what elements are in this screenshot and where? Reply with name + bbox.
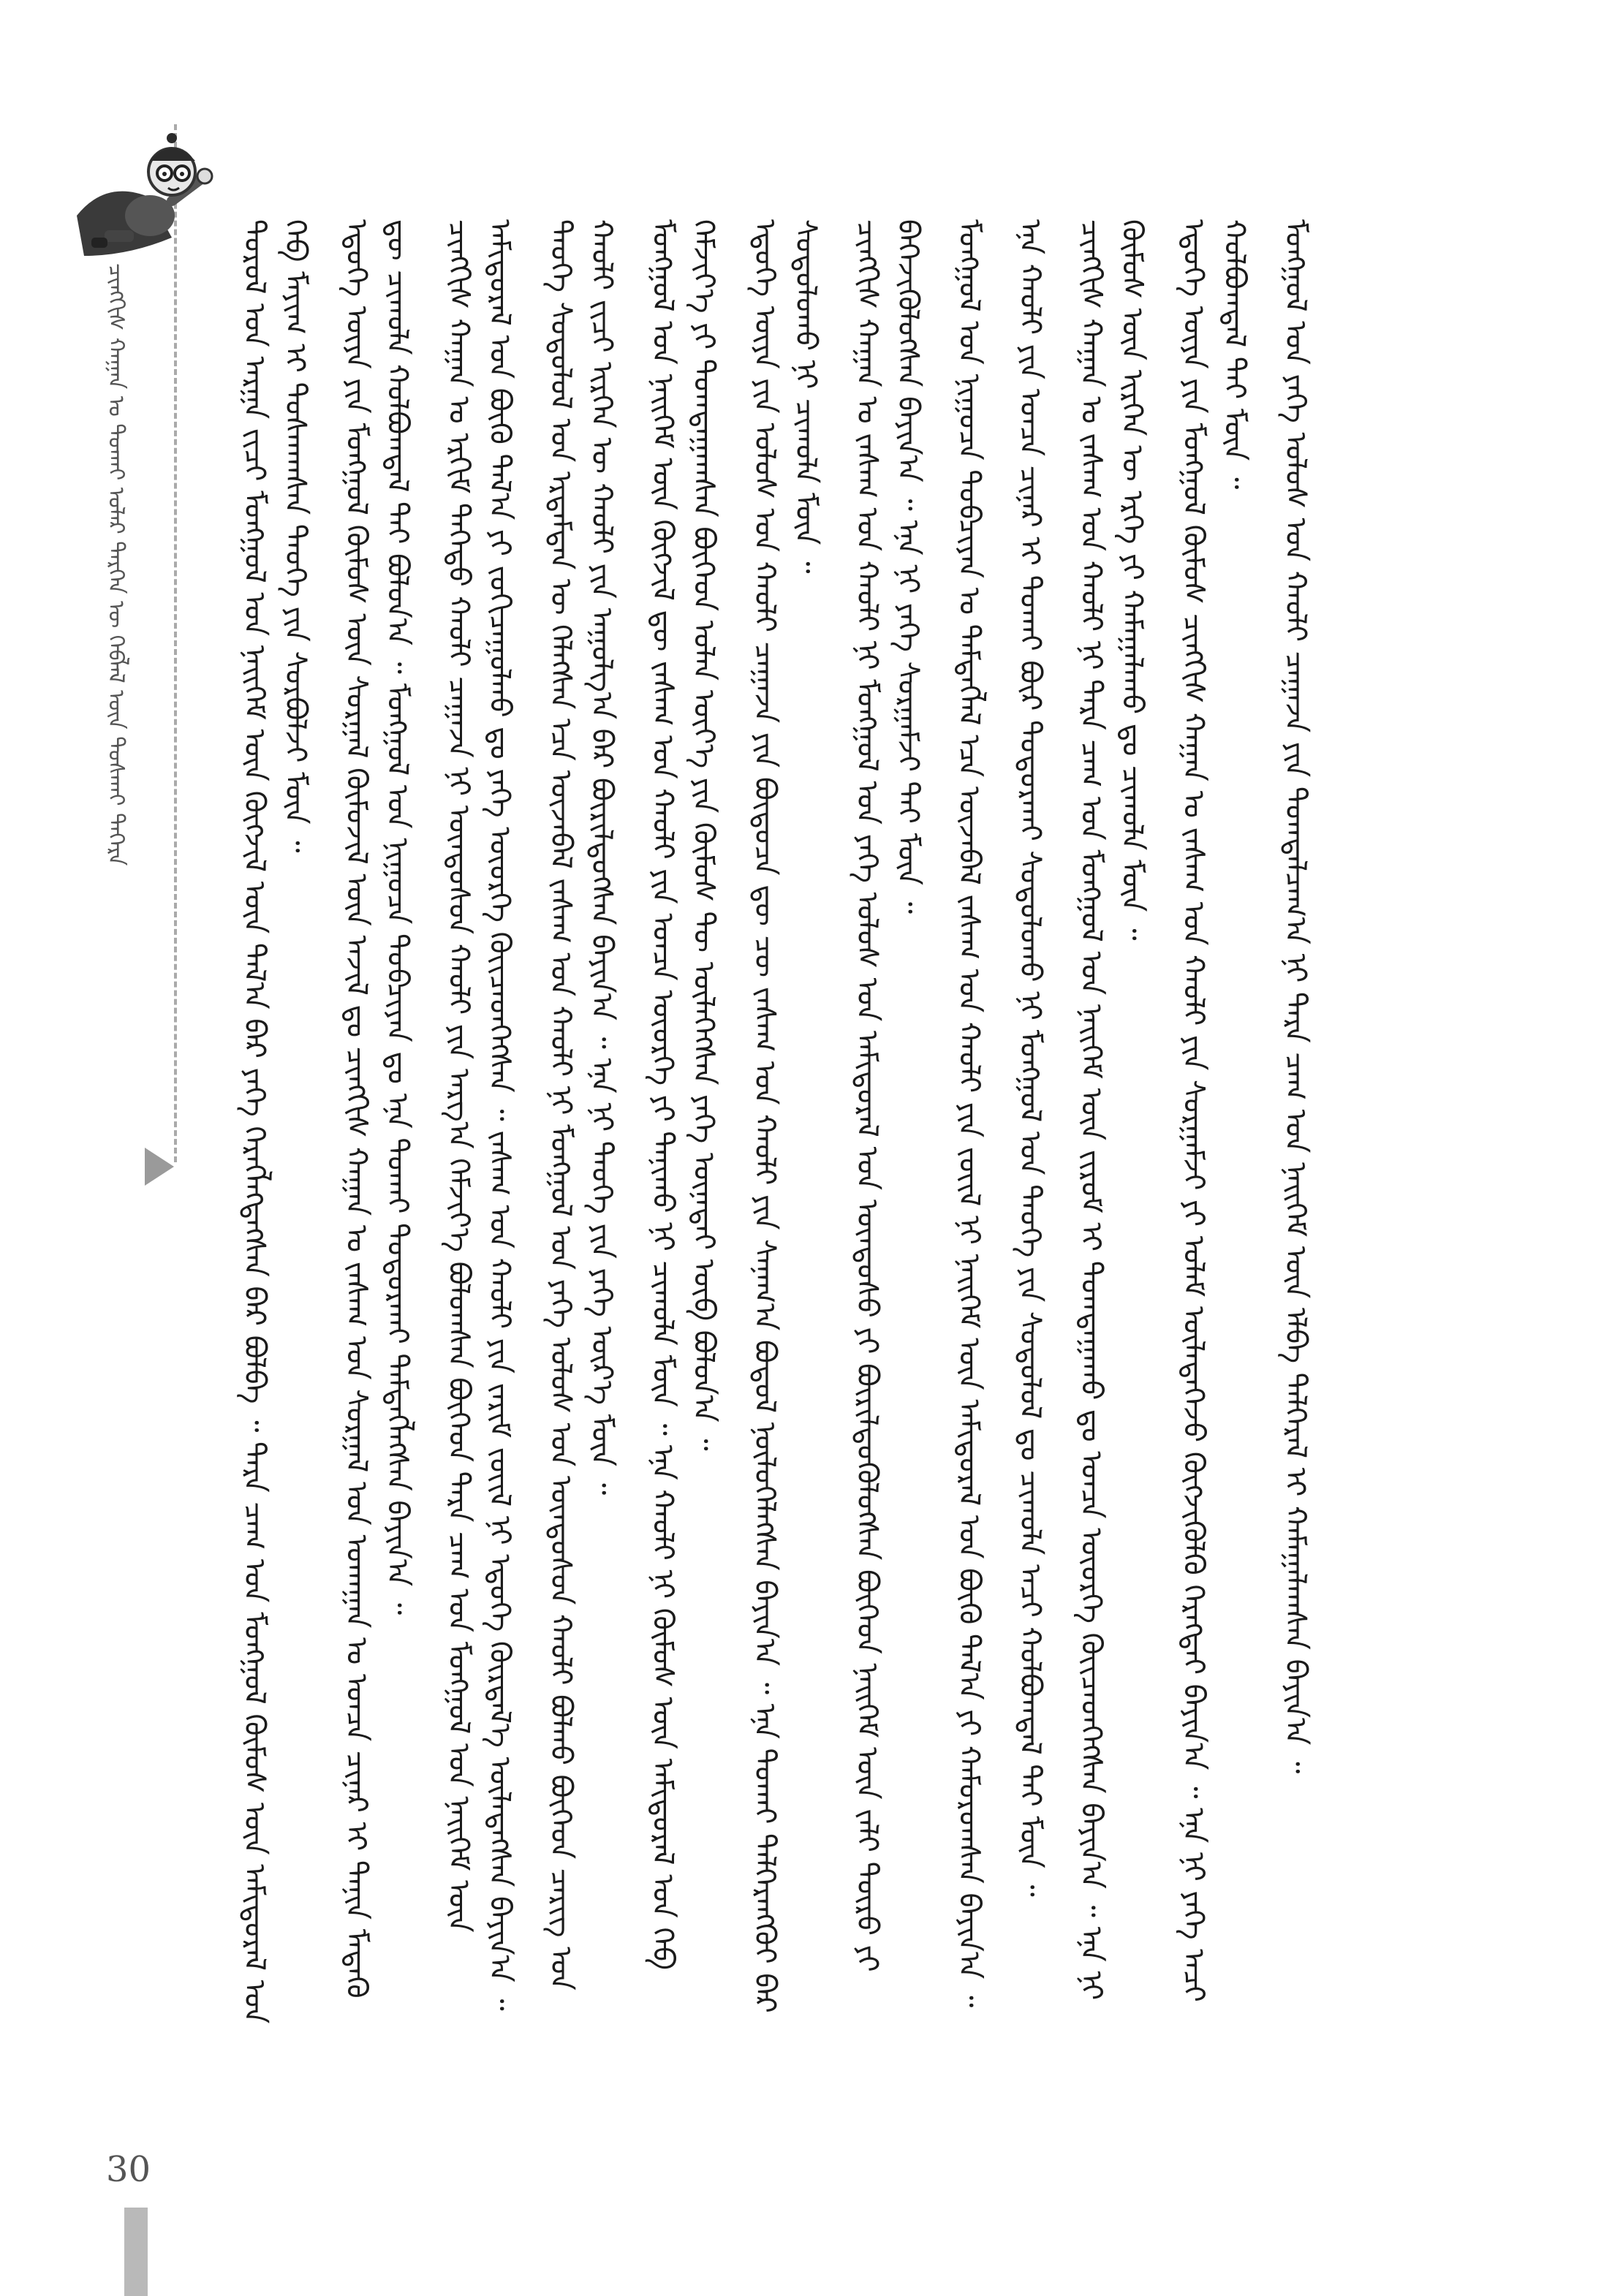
dashed-rule xyxy=(174,124,177,1162)
page-number: 30 xyxy=(106,2149,151,2190)
text-column: ᠡᠳᠦᠭᠡ ᠦᠶᠡ ᠶᠢᠨ ᠮᠣᠩᠭᠣᠯ ᠬᠦᠮᠦᠰ ᠦᠨ ᠰᠤᠷᠭᠠᠯ ᠬᠥᠮᠦᠵᠢᠯ ᠦᠨ ᠠᠵᠢᠯ ᠳᠤ ᠴᠢᠨᠭᠭᠢᠰ ᠬᠠᠭᠠᠨ ᠤ ᠵᠠᠰᠠᠭ ᠤᠨ ᠰᠤᠷᠭᠠᠯ ᠤᠨ ᠤᠬᠠᠭᠠᠨ ᠤ ᠣᠨᠴᠠ ᠴᠢᠨᠠᠷ ᠢ ᠲᠠᠨᠢᠨ ᠮᠡᠳᠡᠬᠦ ᠳᠦ ᠴᠢᠬᠤᠯᠠ ᠬᠣᠯᠪᠣᠭᠳᠠᠯ ᠲᠠᠢ ᠪᠣᠯᠤᠨ᠎ᠠ ᠃ ᠮᠣᠩᠭᠣᠯ ᠤᠨ ᠨᠢᠭᠤᠴᠠ ᠲᠣᠪᠴᠢᠶᠠᠨ ᠳᠤ ᠡᠨᠡ ᠲᠤᠬᠠᠢ ᠲᠣᠳᠣᠷᠬᠠᠢ ᠲᠡᠮᠳᠡᠭᠯᠡᠭᠰᠡᠨ ᠪᠠᠶᠢᠨ᠎ᠠ ᠃ xyxy=(339,219,415,1998)
text-column: ᠡᠨᠡ ᠬᠠᠤᠯᠢ ᠶᠢᠨ ᠣᠨᠴᠠ ᠴᠢᠨᠠᠷ ᠢ ᠲᠤᠬᠠᠢ ᠪᠦᠷ ᠲᠣᠳᠣᠷᠬᠠᠢ ᠰᠤᠳᠤᠯᠤᠬᠤ ᠨᠢ ᠮᠣᠩᠭᠣᠯ ᠤᠨ ᠲᠡᠦᠬᠡ ᠶᠢᠨ ᠰᠤᠳᠤᠯᠤᠯ ᠳᠤ ᠴᠢᠬᠤᠯᠠ ᠠᠴᠢ ᠬᠣᠯᠪᠣᠭᠳᠠᠯ ᠲᠠᠢ ᠮᠥᠨ ᠃ xyxy=(1013,219,1047,1897)
text-column: ᠮᠣᠩᠭᠣᠯ ᠤᠨ ᠨᠢᠭᠤᠴᠠ ᠲᠣᠪᠴᠢᠶᠠᠨ ᠤ ᠲᠡᠮᠳᠡᠭᠯᠡᠯ ᠡᠴᠡ ᠦᠵᠡᠪᠡᠯ ᠵᠠᠰᠠᠭ ᠤᠨ ᠬᠠᠤᠯᠢ ᠶᠢᠨ ᠵᠦᠢᠯ ᠨᠢ ᠨᠡᠢᠭᠡᠮ ᠦᠨ ᠠᠮᠢᠳᠤᠷᠠᠯ ᠤᠨ ᠪᠦᠬᠦ ᠲᠠᠯ᠎ᠠ ᠶᠢ ᠬᠠᠮᠤᠷᠤᠭᠰᠠᠨ ᠪᠠᠶᠢᠨ᠎ᠠ ᠃ xyxy=(952,219,986,2008)
text-column: ᠡᠳᠦᠭᠡ ᠦᠶᠡ ᠶᠢᠨ ᠤᠯᠤᠰ ᠤᠨ ᠬᠠᠤᠯᠢ ᠴᠠᠭᠠᠵᠠ ᠶᠢᠨ ᠪᠦᠲᠦᠴᠡ ᠳᠦ ᠴᠦ ᠵᠠᠰᠠᠭ ᠤᠨ ᠬᠠᠤᠯᠢ ᠶᠢᠨ ᠰᠠᠨᠠᠭ᠎ᠠ ᠪᠣᠳᠤᠯ ᠨᠥᠯᠦᠭᠡᠯᠡᠭᠰᠡᠨ ᠪᠠᠶᠢᠨ᠎ᠠ ᠃ ᠡᠨᠡ ᠲᠤᠬᠠᠢ ᠳᠡᠯᠭᠡᠷᠡᠩᠭᠦᠢ ᠪᠡᠷ ᠰᠤᠳᠤᠯᠤᠬᠤ ᠨᠢ ᠴᠢᠬᠤᠯᠠ ᠮᠥᠨ ᠃ xyxy=(748,219,823,2013)
running-head: ᠴᠢᠩᠭᠢᠰ ᠬᠠᠭᠠᠨ ᠤ ᠲᠣᠬᠠᠢ ᠤᠯᠠᠷ ᠲᠡᠷᠭᠡᠨ ᠦ ᠬᠡᠪᠯᠡᠯ ᠦᠨ ᠲᠤᠰᠬᠠᠢ ᠳᠡᠭᠡᠷᠡ xyxy=(103,263,129,866)
text-column: ᠴᠢᠩᠭᠢᠰ ᠬᠠᠭᠠᠨ ᠤ ᠡᠷᠬᠢᠮ ᠳᠡᠭᠡᠳᠦ ᠬᠠᠤᠯᠢ ᠴᠠᠭᠠᠵᠠ ᠨᠢ ᠦᠨᠳᠦᠰᠦᠨ ᠬᠠᠤᠯᠢ ᠶᠢᠨ ᠠᠷᠭ᠎ᠠ ᠬᠡᠮᠵᠢᠶ᠎ᠡ ᠪᠣᠯᠤᠭᠰᠠᠨ ᠪᠥᠭᠡᠳ ᠲᠡᠷᠡ ᠴᠠᠭ ᠤᠨ ᠮᠣᠩᠭᠣᠯ ᠤᠨ ᠨᠡᠢᠭᠡᠮ ᠦᠨ ᠠᠮᠢᠳᠤᠷᠠᠯ ᠤᠨ ᠪᠦᠬᠦ ᠲᠠᠯ᠎ᠠ ᠶᠢ ᠵᠣᠬᠢᠴᠠᠭᠤᠯᠬᠤ ᠳᠤ ᠶᠡᠬᠡ ᠦᠦᠷᠭᠡ ᠭᠦᠢᠴᠡᠳᠭᠡᠭᠰᠡᠨ ᠃ ᠵᠠᠰᠠᠭ ᠤᠨ ᠬᠠᠤᠯᠢ ᠶᠢᠨ ᠵᠠᠷᠢᠮ ᠵᠦᠢᠯ ᠨᠢ ᠡᠳᠦᠭᠡ ᠬᠦᠷᠲᠡᠯ᠎ᠡ ᠦᠯᠡᠳᠡᠭᠰᠡᠨ ᠪᠠᠶᠢᠨ᠎ᠠ ᠃ xyxy=(442,219,517,2011)
text-column: ᠴᠢᠩᠭᠢᠰ ᠬᠠᠭᠠᠨ ᠤ ᠵᠠᠰᠠᠭ ᠤᠨ ᠬᠠᠤᠯᠢ ᠨᠢ ᠲᠡᠷᠡ ᠴᠠᠭ ᠤᠨ ᠮᠣᠩᠭᠣᠯ ᠤᠨ ᠨᠡᠢᠭᠡᠮ ᠦᠨ ᠵᠢᠷᠤᠮ ᠢ ᠲᠣᠭᠲᠠᠭᠠᠬᠤ ᠳᠤ ᠣᠨᠴᠠ ᠦᠦᠷᠭᠡ ᠭᠦᠢᠴᠡᠳᠭᠡᠭᠰᠡᠨ ᠪᠠᠶᠢᠨ᠎ᠠ ᠃ ᠡᠨᠡ ᠨᠢ ᠬᠦᠮᠦᠰ ᠦᠨ ᠢᠷᠭᠡᠨ ᠦ ᠡᠷᠬᠡ ᠶᠢ ᠬᠠᠮᠠᠭᠠᠯᠠᠬᠤ ᠳᠤ ᠴᠢᠬᠤᠯᠠ ᠮᠥᠨ ᠃ xyxy=(1074,219,1149,2001)
text-column: ᠮᠣᠩᠭᠣᠯ ᠤᠨ ᠨᠡᠢᠭᠡᠮ ᠦᠨ ᠬᠥᠭᠵᠢᠯ ᠳᠦ ᠵᠠᠰᠠᠭ ᠤᠨ ᠬᠠᠤᠯᠢ ᠶᠢᠨ ᠣᠨᠴᠠ ᠦᠦᠷᠭᠡ ᠶᠢ ᠲᠠᠨᠢᠬᠤ ᠨᠢ ᠴᠢᠬᠤᠯᠠ ᠮᠥᠨ ᠃ ᠡᠨᠡ ᠬᠠᠤᠯᠢ ᠨᠢ ᠬᠦᠮᠦᠰ ᠦᠨ ᠠᠮᠢᠳᠤᠷᠠᠯ ᠤᠨ ᠬᠡᠪ ᠬᠡᠮᠵᠢᠶ᠎ᠡ ᠶᠢ ᠲᠣᠭᠲᠠᠭᠠᠭᠰᠠᠨ ᠪᠥᠭᠡᠳ ᠣᠯᠠᠨ ᠦᠶ᠎ᠡ ᠶᠢᠨ ᠬᠦᠮᠦᠰ ᠲᠦ ᠦᠯᠡᠬᠡᠭᠰᠡᠨ ᠶᠡᠬᠡ ᠦᠨᠡᠲᠡᠢ ᠥᠪ ᠪᠣᠯᠤᠨ᠎ᠠ ᠃ xyxy=(646,219,721,1971)
flying-boy-mascot-icon xyxy=(62,128,219,274)
side-tab xyxy=(124,2208,148,2296)
body-text xyxy=(234,219,1316,2047)
text-column: ᠴᠢᠩᠭᠢᠰ ᠬᠠᠭᠠᠨ ᠤ ᠵᠠᠰᠠᠭ ᠤᠨ ᠬᠠᠤᠯᠢ ᠨᠢ ᠮᠣᠩᠭᠣᠯ ᠤᠨ ᠶᠡᠬᠡ ᠤᠯᠤᠰ ᠤᠨ ᠠᠮᠢᠳᠤᠷᠠᠯ ᠤᠨ ᠦᠨᠳᠦᠰᠦ ᠶᠢ ᠪᠦᠷᠢᠯᠳᠦᠭᠦᠯᠦᠭᠰᠡᠨ ᠪᠥᠭᠡᠳ ᠨᠡᠢᠭᠡᠮ ᠦᠨ ᠵᠠᠯᠢ ᠲᠥᠷᠦ ᠶᠢ ᠪᠡᠬᠡᠵᠢᠭᠦᠯᠦᠭᠰᠡᠨ ᠪᠠᠶᠢᠨ᠎ᠠ ᠃ ᠡᠨᠡ ᠨᠢ ᠶᠡᠬᠡ ᠰᠤᠷᠭᠠᠮᠵᠢ ᠲᠠᠢ ᠮᠥᠨ ᠃ xyxy=(850,219,925,1972)
text-column: ᠡᠳᠦᠭᠡ ᠦᠶᠡ ᠶᠢᠨ ᠮᠣᠩᠭᠣᠯ ᠬᠦᠮᠦᠰ ᠴᠢᠩᠭᠢᠰ ᠬᠠᠭᠠᠨ ᠤ ᠵᠠᠰᠠᠭ ᠤᠨ ᠬᠠᠤᠯᠢ ᠶᠢᠨ ᠰᠤᠷᠭᠠᠮᠵᠢ ᠶᠢ ᠤᠯᠠᠮ ᠦᠯᠡᠳᠡᠭᠡᠵᠦ ᠬᠥᠭᠵᠢᠭᠦᠯᠬᠦ ᠬᠡᠷᠡᠭᠲᠡᠢ ᠪᠠᠶᠢᠨ᠎ᠠ ᠃ ᠡᠨᠡ ᠨᠢ ᠶᠡᠬᠡ ᠠᠴᠢ ᠬᠣᠯᠪᠣᠭᠳᠠᠯ ᠲᠠᠢ ᠮᠥᠨ ᠃ xyxy=(1176,219,1252,2002)
text-column: ᠲᠡᠦᠬᠡ ᠰᠤᠳᠤᠯᠤᠯ ᠤᠨ ᠡᠷᠳᠡᠮᠳᠡᠨ ᠦ ᠬᠡᠯᠡᠭᠰᠡᠨ ᠡᠴᠡ ᠦᠵᠡᠪᠡᠯ ᠵᠠᠰᠠᠭ ᠤᠨ ᠬᠠᠤᠯᠢ ᠨᠢ ᠮᠣᠩᠭᠣᠯ ᠤᠨ ᠶᠡᠬᠡ ᠤᠯᠤᠰ ᠤᠨ ᠦᠨᠳᠦᠰᠦᠨ ᠬᠠᠤᠯᠢ ᠪᠣᠯᠬᠤ ᠪᠥᠭᠡᠳ ᠴᠡᠷᠢᠭ ᠤᠨ ᠬᠠᠤᠯᠢ ᠵᠢᠴᠢ ᠢᠷᠭᠡᠨ ᠦ ᠬᠠᠤᠯᠢ ᠶᠢᠨ ᠠᠭᠤᠯᠭ᠎ᠠ ᠪᠠᠷ ᠪᠦᠷᠢᠯᠳᠦᠭᠰᠡᠨ ᠪᠠᠶᠢᠨ᠎ᠠ ᠃ ᠡᠨᠡ ᠨᠢ ᠲᠡᠦᠬᠡ ᠶᠢᠨ ᠶᠡᠬᠡ ᠦᠷ᠎ᠡ ᠮᠥᠨ ᠃ xyxy=(543,219,618,1990)
text-column: ᠲᠤᠷᠤᠯ ᠤᠨ ᠠᠷᠭᠠ ᠵᠢᠴᠢ ᠮᠣᠩᠭᠣᠯ ᠤᠨ ᠨᠡᠢᠭᠡᠮ ᠦᠨ ᠬᠥᠭᠵᠢᠯ ᠦᠨ ᠲᠠᠯ᠎ᠠ ᠪᠠᠷ ᠶᠡᠬᠡ ᠬᠡᠷᠡᠭᠯᠡᠭᠳᠡᠭᠰᠡᠨ ᠪᠡᠷ ᠪᠣᠯᠪᠠ ᠃ ᠲᠡᠷᠡ ᠴᠠᠭ ᠤᠨ ᠮᠣᠩᠭᠣᠯ ᠬᠦᠮᠦᠰ ᠦᠨ ᠠᠮᠢᠳᠤᠷᠠᠯ ᠤᠨ ᠬᠡᠪ ᠮᠠᠶᠢᠭ ᠢ ᠲᠤᠰᠬᠠᠭᠰᠠᠨ ᠲᠡᠦᠬᠡ ᠶᠢᠨ ᠰᠤᠷᠪᠤᠯᠵᠢ ᠮᠥᠨ ᠃ xyxy=(238,219,312,2024)
triangle-marker-icon xyxy=(145,1148,174,1186)
text-column: ᠮᠣᠩᠭᠣᠯ ᠤᠨ ᠶᠡᠬᠡ ᠤᠯᠤᠰ ᠤᠨ ᠬᠠᠤᠯᠢ ᠴᠠᠭᠠᠵᠠ ᠶᠢᠨ ᠲᠣᠭᠲᠠᠯᠴᠠᠭ᠎ᠠ ᠨᠢ ᠲᠡᠷᠡ ᠴᠠᠭ ᠤᠨ ᠨᠡᠢᠭᠡᠮ ᠦᠨ ᠡᠯᠪᠡ ᠳᠡᠯᠭᠡᠷᠡᠯ ᠢ ᠬᠠᠮᠠᠭᠠᠯᠠᠭᠰᠠᠨ ᠪᠠᠶᠢᠨ᠎ᠠ ᠃ xyxy=(1278,219,1312,1774)
